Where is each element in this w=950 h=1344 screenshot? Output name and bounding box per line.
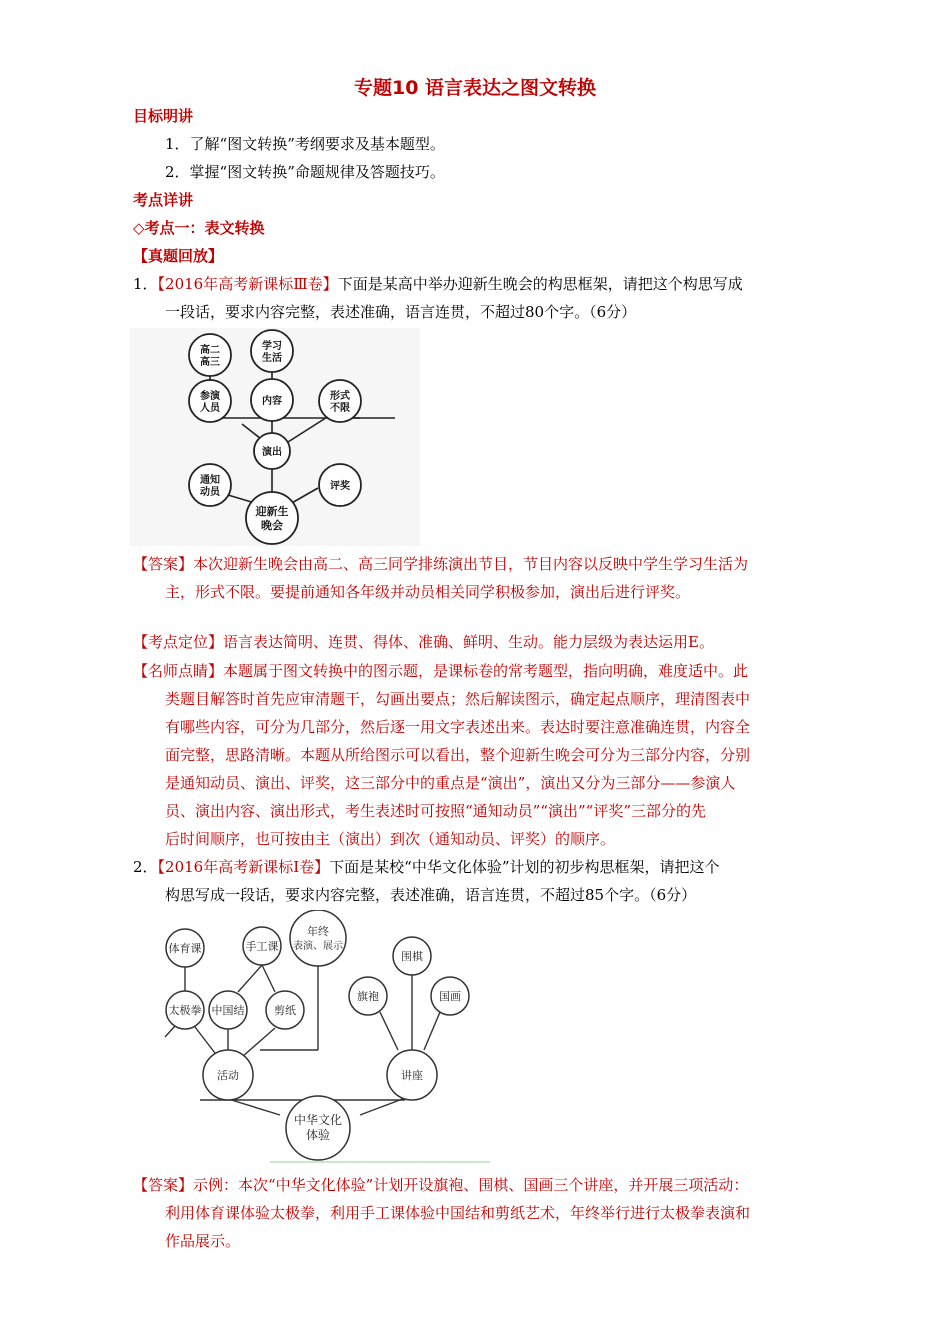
label-study-2: 生活 [262,353,282,364]
answer-2 [133,1171,748,1199]
node-gala [246,492,298,544]
comment-1-line-5: 是通知动员、演出、评奖，这三部分中的重点是“演出”，演出又分为三部分——参演人 [165,774,736,792]
locate-1 [133,628,714,656]
question-2 [133,855,720,879]
label-show: 演出 [262,447,282,458]
label-grades-1: 高二 [200,345,220,356]
label-yearend-2: 表演、展示 [293,941,343,952]
comment-1-line-4: 面完整，思路清晰。本题从所给图示可以看出，整个迎新生晚会可分为三部分内容，分别 [165,746,751,764]
label-notify-1: 通知 [200,475,220,486]
comment-1-line-6: 员、演出内容、演出形式，考生表述时可按照“通知动员”“演出”“评奖”三部分的先 [165,802,707,820]
answer-2-tag: 【答案】 [133,1176,194,1194]
locate-1-text: 语言表达简明、连贯、得体、准确、鲜明、生动。能力层级为表达运用E。 [223,633,714,651]
label-award: 评奖 [330,481,350,492]
real-questions-heading: 【真题回放】 [133,247,224,265]
label-yearend-1: 年终 [307,925,329,938]
question-2-number: 2． [133,858,158,876]
label-paper: 剪纸 [274,1004,296,1017]
locate-1-tag: 【考点定位】 [133,633,224,651]
label-craft: 手工课 [245,940,279,953]
answer-1-line-2: 主，形式不限。要提前通知各年级并动员相关同学积极参加，演出后进行评奖。 [165,583,691,601]
label-content: 内容 [262,396,282,407]
label-study-1: 学习 [262,341,282,352]
culture-diagram [140,910,490,1168]
label-performers-1: 参演 [200,391,220,402]
label-gala-2: 晚会 [261,519,283,532]
label-knot: 中国结 [211,1004,245,1017]
label-activity: 活动 [217,1069,239,1082]
question-2-line1: 下面是某校“中华文化体验”计划的初步构思框架，请把这个 [329,858,720,876]
label-painting: 国画 [439,990,461,1003]
label-center-2: 体验 [305,1128,331,1142]
comment-1-tag: 【名师点睛】 [133,662,224,680]
node-yearend [290,910,346,966]
question-1-line1: 下面是某高中举办迎新生晚会的构思框架，请把这个构思写成 [337,275,743,293]
label-qipao: 旗袍 [357,990,379,1003]
label-lecture: 讲座 [401,1069,423,1082]
gala-diagram [130,328,420,546]
label-go: 围棋 [401,950,423,963]
comment-1-line-2: 类题目解答时首先应审清题干，勾画出要点；然后解读图示，确定起点顺序，理清图表中 [165,690,751,708]
answer-1 [133,550,748,578]
question-1 [133,272,743,296]
question-1-source: 【2016年高考新课标Ⅲ卷】 [157,275,338,293]
goal-item-2: 2．掌握“图文转换”命题规律及答题技巧。 [165,163,445,181]
label-pe: 体育课 [168,942,202,955]
comment-1 [133,657,748,685]
comment-1-line-1: 本题属于图文转换中的图示题，是课标卷的常考题型，指向明确，难度适中。此 [223,662,749,680]
label-grades-2: 高三 [200,357,220,368]
page-title: 专题10 语言表达之图文转换 [353,77,597,99]
answer-1-tag: 【答案】 [133,555,194,573]
question-1-line2: 一段话，要求内容完整，表述准确，语言连贯，不超过80个字。（6分） [165,303,637,321]
label-form-2: 不限 [330,403,350,414]
points-heading: 考点详讲 [133,191,194,209]
question-1-number: 1． [133,275,158,293]
question-2-source: 【2016年高考新课标Ⅰ卷】 [157,858,330,876]
answer-2-line-2: 利用体育课体验太极拳，利用手工课体验中国结和剪纸艺术，年终举行进行太极拳表演和 [165,1204,751,1222]
comment-1-line-7: 后时间顺序，也可按由主（演出）到次（通知动员、评奖）的顺序。 [165,830,616,848]
question-2-line2: 构思写成一段话，要求内容完整，表述准确，语言连贯，不超过85个字。（6分） [165,886,697,904]
label-performers-2: 人员 [200,403,220,414]
answer-1-line-1: 本次迎新生晚会由高二、高三同学排练演出节目，节目内容以反映中学生学习生活为 [193,555,749,573]
label-taiji: 太极拳 [168,1004,202,1017]
goal-item-1: 1．了解“图文转换”考纲要求及基本题型。 [165,135,445,153]
label-center-1: 中华文化 [293,1113,343,1127]
comment-1-line-3: 有哪些内容，可分为几部分，然后逐一用文字表述出来。表达时要注意准确连贯，内容全 [165,718,751,736]
answer-2-line-1: 示例：本次“中华文化体验”计划开设旗袍、围棋、国画三个讲座，并开展三项活动： [193,1176,749,1194]
point1-heading: ◇考点一：表文转换 [133,219,265,237]
label-form-1: 形式 [330,391,350,402]
answer-2-line-3: 作品展示。 [165,1232,241,1250]
label-gala-1: 迎新生 [255,505,289,518]
goals-heading: 目标明讲 [133,107,194,125]
label-notify-2: 动员 [200,487,220,498]
